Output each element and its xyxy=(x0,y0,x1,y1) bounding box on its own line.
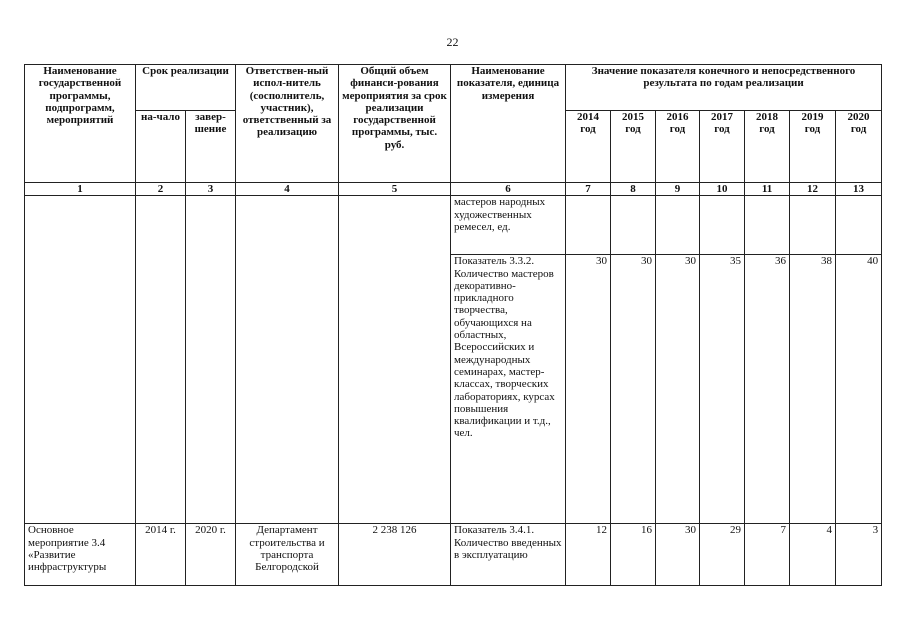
header-year: 2017 год xyxy=(700,111,745,183)
end-cell: 2020 г. xyxy=(186,524,236,586)
start-cell: 2014 г. xyxy=(136,524,186,586)
column-number: 12 xyxy=(790,183,836,196)
column-number: 6 xyxy=(451,183,566,196)
value-cell: 30 xyxy=(566,255,611,524)
value-cell: 40 xyxy=(836,255,882,524)
value-cell xyxy=(566,196,611,255)
column-number: 5 xyxy=(339,183,451,196)
header-end: завер-шение xyxy=(186,111,236,183)
value-cell: 7 xyxy=(745,524,790,586)
executor-cell: Департамент строительства и транспорта Белгородской xyxy=(236,524,339,586)
column-number: 4 xyxy=(236,183,339,196)
column-number: 8 xyxy=(611,183,656,196)
column-number: 11 xyxy=(745,183,790,196)
start-cell xyxy=(136,196,186,524)
value-cell xyxy=(836,196,882,255)
value-cell: 38 xyxy=(790,255,836,524)
column-number: 2 xyxy=(136,183,186,196)
indicator-cell: Показатель 3.3.2. Количество мастеров декоративно-прикладного творчества, обучающихся на областных, Всероссийских и международных семинарах, мастер-классах, творческих лабораториях, курсах повышения квалификации и т.д., чел. xyxy=(451,255,566,524)
header-year: 2016 год xyxy=(656,111,700,183)
value-cell: 36 xyxy=(745,255,790,524)
value-cell: 30 xyxy=(611,255,656,524)
program-name-cell xyxy=(25,196,136,524)
value-cell: 30 xyxy=(656,524,700,586)
value-cell xyxy=(790,196,836,255)
indicator-cell: мастеров народных художественных ремесел, ед. xyxy=(451,196,566,255)
column-number: 3 xyxy=(186,183,236,196)
value-cell xyxy=(611,196,656,255)
value-cell xyxy=(656,196,700,255)
column-number: 9 xyxy=(656,183,700,196)
header-period: Срок реализации xyxy=(136,65,236,111)
value-cell: 3 xyxy=(836,524,882,586)
column-number: 7 xyxy=(566,183,611,196)
program-table xyxy=(24,64,882,586)
header-funding: Общий объем финанси-рования мероприятия за срок реализации государственной программы, тыс. руб. xyxy=(339,65,451,183)
value-cell: 35 xyxy=(700,255,745,524)
value-cell: 29 xyxy=(700,524,745,586)
value-cell xyxy=(745,196,790,255)
header-values: Значение показателя конечного и непосредственного результата по годам реализации xyxy=(566,65,882,111)
table-row xyxy=(25,196,882,255)
value-cell xyxy=(700,196,745,255)
value-cell: 4 xyxy=(790,524,836,586)
header-year: 2014 год xyxy=(566,111,611,183)
funding-cell xyxy=(339,196,451,524)
page-number: 22 xyxy=(446,35,459,49)
program-name-cell: Основное мероприятие 3.4 «Развитие инфраструктуры xyxy=(25,524,136,586)
header-indicator: Наименование показателя, единица измерения xyxy=(451,65,566,183)
value-cell: 30 xyxy=(656,255,700,524)
column-number: 13 xyxy=(836,183,882,196)
value-cell: 16 xyxy=(611,524,656,586)
end-cell xyxy=(186,196,236,524)
table-row xyxy=(25,524,882,586)
funding-cell: 2 238 126 xyxy=(339,524,451,586)
column-number: 10 xyxy=(700,183,745,196)
column-number: 1 xyxy=(25,183,136,196)
value-cell: 12 xyxy=(566,524,611,586)
executor-cell xyxy=(236,196,339,524)
header-year: 2020 год xyxy=(836,111,882,183)
indicator-cell: Показатель 3.4.1. Количество введенных в эксплуатацию xyxy=(451,524,566,586)
header-year: 2019 год xyxy=(790,111,836,183)
header-start: на-чало xyxy=(136,111,186,183)
header-year: 2018 год xyxy=(745,111,790,183)
header-year: 2015 год xyxy=(611,111,656,183)
header-program-name: Наименование государственной программы, подпрограмм, мероприятий xyxy=(25,65,136,183)
header-executor: Ответствен-ный испол-нитель (сосполнитель, участник), ответственный за реализацию xyxy=(236,65,339,183)
